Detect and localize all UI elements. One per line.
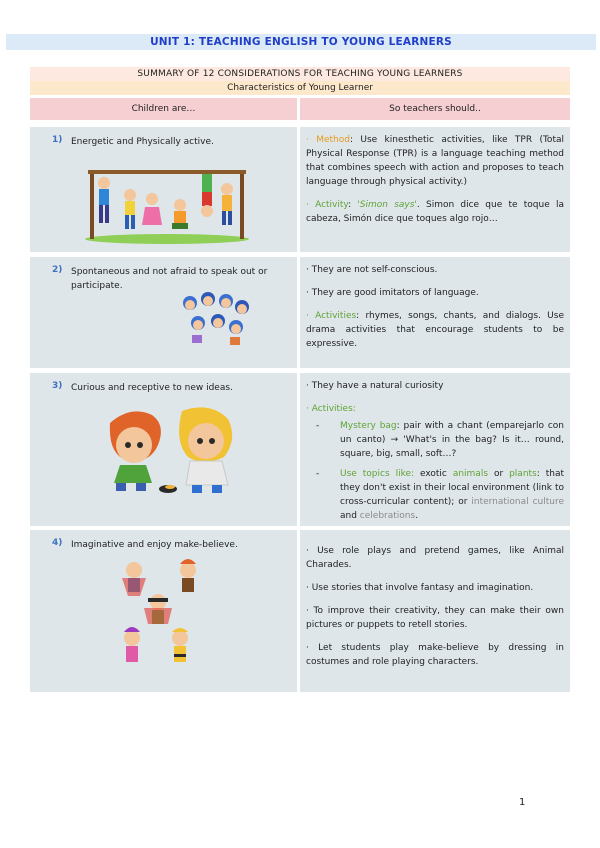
method-paragraph (306, 133, 564, 189)
row-2-characteristic (30, 257, 297, 368)
culture-words: international culture (471, 497, 565, 507)
header-teachers-should: So teachers should.. (300, 98, 570, 120)
animals-word: animals (452, 469, 489, 479)
characteristic-text: Spontaneous and not afraid to speak out or participate. (71, 267, 268, 291)
summary-title: SUMMARY OF 12 CONSIDERATIONS FOR TEACHING YOUNG LEARNERS (30, 67, 570, 81)
bullet-topics (306, 467, 564, 523)
activities-paragraph (306, 309, 564, 351)
curious-kids-illustration (100, 405, 240, 500)
row-number: 3) (52, 381, 63, 391)
paragraph-costumes: · Let students play make-believe by dressing in costumes and role playing characters. (306, 643, 564, 667)
row-4-characteristic (30, 530, 297, 692)
costumed-kids-illustration (118, 558, 218, 676)
row-3-characteristic (30, 373, 297, 526)
bullet-mystery-bag (306, 419, 564, 461)
row-1-characteristic (30, 127, 297, 252)
kids-monkey-bars-illustration (82, 165, 252, 245)
activity-sep: : (348, 200, 358, 210)
paragraph-stories: · Use stories that involve fantasy and imagination. (306, 583, 534, 593)
plants-word: plants (509, 469, 537, 479)
activity-label: · Activity (306, 200, 349, 210)
header-children-are: Children are… (30, 98, 297, 120)
row-3-teacher-actions (300, 373, 570, 526)
activities-text: : rhymes, songs, chants, and dialogs. Use drama activities that encourage students to be expressive. (306, 311, 564, 349)
paragraph-creativity: · To improve their creativity, they can make their own pictures or puppets to retell stories. (306, 606, 564, 630)
paragraph-self-conscious: · They are not self-conscious. (306, 265, 438, 275)
row-4-teacher-actions (300, 530, 570, 692)
bullet-dash: - (316, 421, 320, 431)
activity-paragraph (306, 198, 564, 226)
mystery-bag-text: : pair with a chant (emparejarlo con un canto) → 'What's in the bag? Is it… round, square, big, small, soft…? (340, 421, 564, 459)
topics-text: . (415, 511, 419, 521)
characteristic-text: Imaginative and enjoy make-believe. (71, 540, 238, 550)
topics-text: and (340, 511, 360, 521)
row-2-teacher-actions (300, 257, 570, 368)
activities-label: · Activities (306, 311, 357, 321)
paragraph-role-plays: · Use role plays and pretend games, like Animal Charades. (306, 546, 564, 570)
row-number: 1) (52, 135, 63, 145)
row-number: 2) (52, 265, 63, 275)
method-label: · Method (306, 135, 350, 145)
topics-text: : that they don't exist in their local environment (link to cross-curricular content); or (340, 469, 564, 507)
activity-game: 'Simon says' (357, 200, 417, 210)
topics-text: or (488, 469, 510, 479)
bullet-dash: - (316, 469, 320, 479)
paragraph-curiosity: · They have a natural curiosity (306, 381, 444, 391)
characteristic-text: Curious and receptive to new ideas. (71, 383, 233, 393)
activity-text: . Simon dice que te toque la cabeza, Simón dice que toques algo rojo… (306, 200, 564, 224)
mystery-bag-label: Mystery bag (340, 421, 397, 431)
paragraph-imitators: · They are good imitators of language. (306, 288, 479, 298)
row-number: 4) (52, 538, 63, 548)
kids-group-illustration (178, 291, 254, 347)
characteristics-title: Characteristics of Young Learner (30, 81, 570, 95)
topics-label: Use topics like: (340, 469, 415, 479)
method-text: : Use kinesthetic activities, like TPR (Total Physical Response (TPR) is a language teaching method that combines speech with action and proposes to teach language through physical activity.) (306, 135, 564, 187)
characteristic-text: Energetic and Physically active. (71, 137, 214, 147)
topics-text: exotic (414, 469, 453, 479)
row-1-teacher-actions (300, 127, 570, 252)
unit-title: UNIT 1: TEACHING ENGLISH TO YOUNG LEARNERS (6, 34, 596, 50)
page-number: 1 (519, 797, 526, 808)
activities-label: · Activities: (306, 404, 356, 414)
celebrations-word: celebrations (359, 511, 416, 521)
